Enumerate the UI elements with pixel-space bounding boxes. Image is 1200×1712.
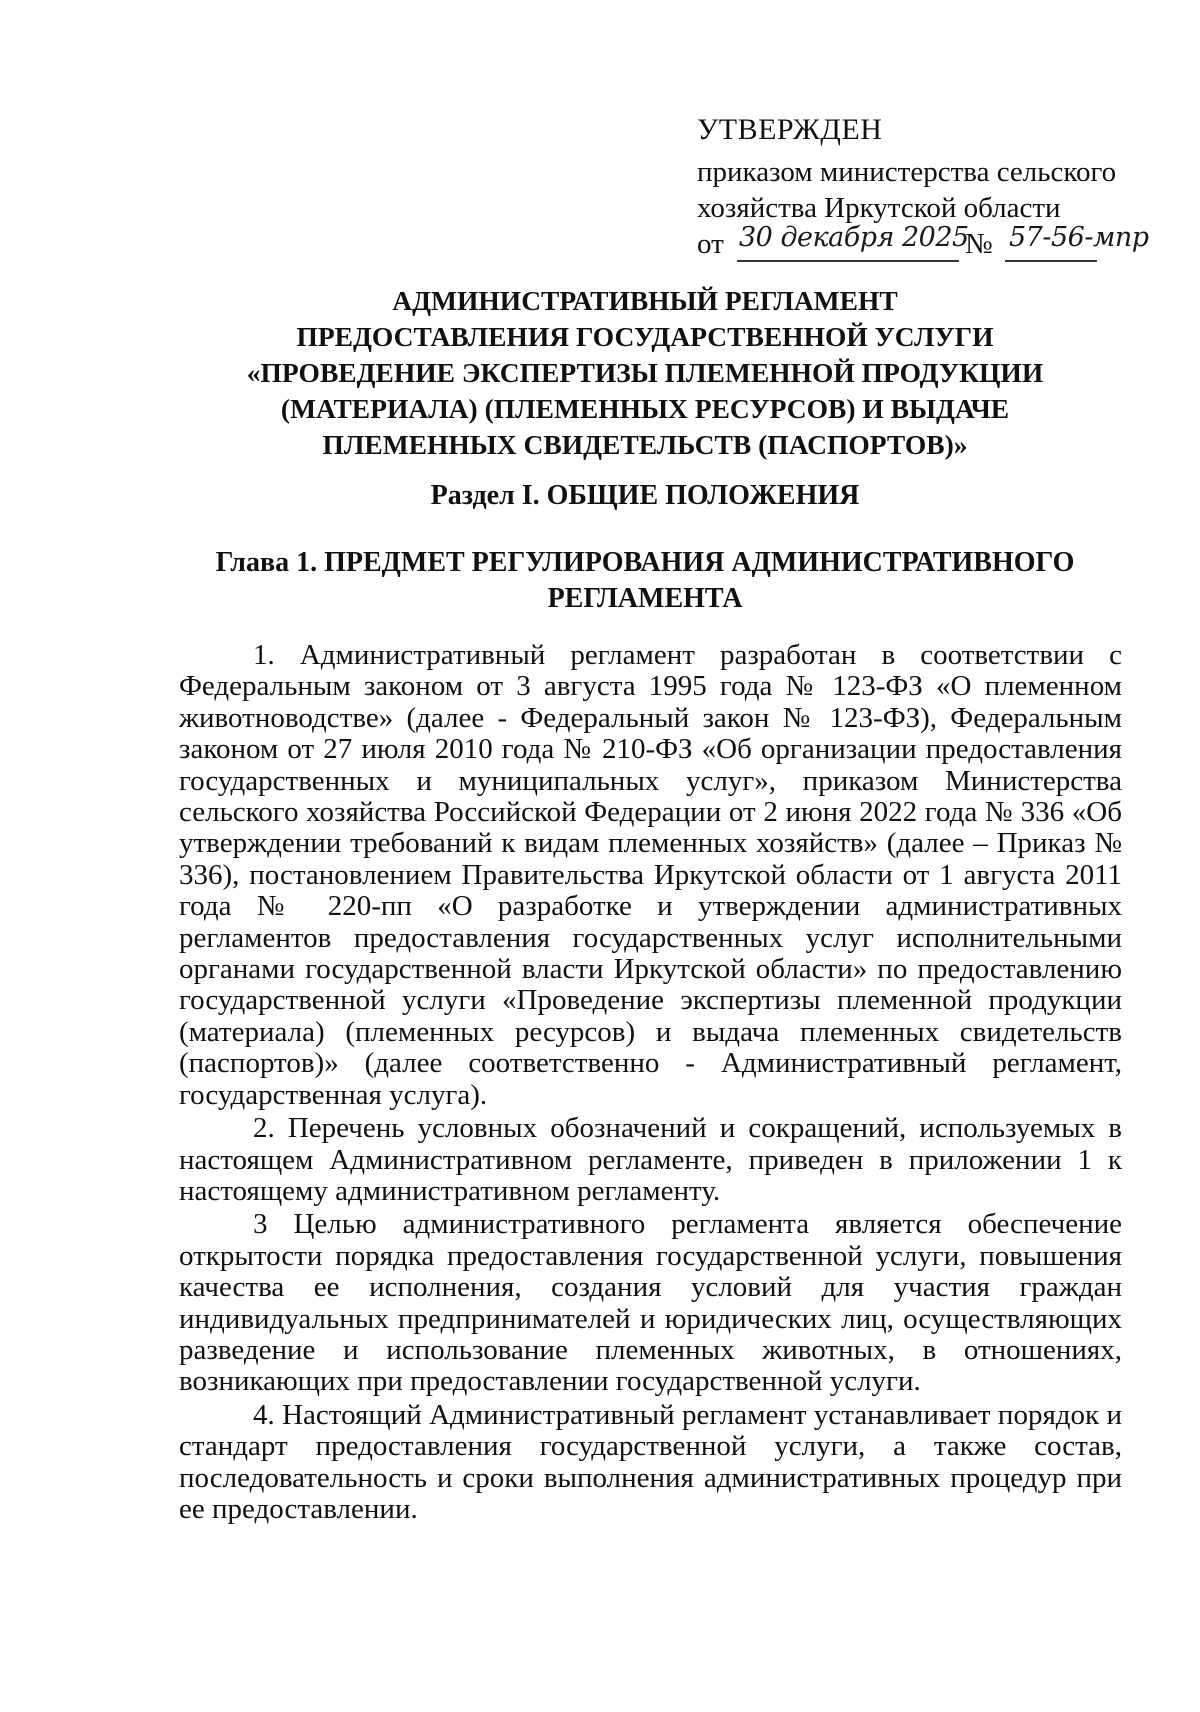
paragraph-2: 2. Перечень условных обозначений и сокращений, используемых в настоящем Административном регламенте, приведен в приложении 1 к настоящему административном регламенту. <box>179 1112 1122 1207</box>
approval-line-1: приказом министерства сельского <box>697 156 1117 188</box>
chapter-heading-line-1: Глава 1. ПРЕДМЕТ РЕГУЛИРОВАНИЯ АДМИНИСТРАТИВНОГО <box>215 547 1075 578</box>
paragraph-1: 1. Административный регламент разработан в соответствии с Федеральным законом от 3 августа 1995 года № 123-ФЗ «О племенном животноводстве» (далее - Федеральный закон № 123-ФЗ), Федеральным законом от 27 июля 2010 года № 210-ФЗ «Об организации предоставления государственных и муниципальных услуг», приказом Министерства сельского хозяйства Российской Федерации от 2 июня 2022 года № 336 «Об утверждении требований к видам племенных хозяйств» (далее – Приказ № 336), постановлением Правительства Иркутской области от 1 августа 2011 года № 220-пп «О разработке и утверждении административных регламентов предоставления государственных услуг исполнительными органами государственной власти Иркутской области» по предоставлению государственной услуги «Проведение экспертизы племенной продукции (материала) (племенных ресурсов) и выдача племенных свидетельств (паспортов)» (далее соответственно - Административный регламент, государственная услуга). <box>179 639 1122 1111</box>
from-label: от <box>697 228 724 260</box>
chapter-heading <box>170 545 1120 617</box>
document-body <box>179 640 1122 1527</box>
number-underline <box>1005 260 1097 262</box>
title-line-3: «ПРОВЕДЕНИЕ ЭКСПЕРТИЗЫ ПЛЕМЕННОЙ ПРОДУКЦИИ <box>246 357 1044 388</box>
document-title <box>170 283 1120 463</box>
chapter-heading-line-2: РЕГЛАМЕНТА <box>547 583 743 614</box>
date-underline <box>737 260 959 262</box>
paragraph-4: 4. Настоящий Административный регламент устанавливает порядок и стандарт предоставления государственной услуги, а также состав, последовательность и сроки выполнения административных процедур при ее предоставлении. <box>179 1398 1122 1525</box>
title-line-2: ПРЕДОСТАВЛЕНИЯ ГОСУДАРСТВЕННОЙ УСЛУГИ <box>296 321 994 352</box>
title-line-1: АДМИНИСТРАТИВНЫЙ РЕГЛАМЕНТ <box>392 285 898 316</box>
handwritten-date: 30 декабря 2025 <box>739 222 969 253</box>
section-heading: Раздел I. ОБЩИЕ ПОЛОЖЕНИЯ <box>430 480 860 511</box>
approval-line-2: хозяйства Иркутской области <box>697 192 1061 224</box>
paragraph-3: 3 Целью административного регламента является обеспечение открытости порядка предоставления государственной услуги, повышения качества ее исполнения, создания условий для участия граждан индивидуальных предпринимателей и юридических лиц, осуществляющих разведение и использование племенных животных, в отношениях, возникающих при предоставлении государственной услуги. <box>179 1208 1122 1398</box>
number-label: № <box>965 228 993 260</box>
handwritten-number: 57-56-мпр <box>1009 222 1149 253</box>
title-line-5: ПЛЕМЕННЫХ СВИДЕТЕЛЬСТВ (ПАСПОРТОВ)» <box>322 429 968 460</box>
approval-block <box>697 112 1177 266</box>
title-line-4: (МАТЕРИАЛА) (ПЛЕМЕННЫХ РЕСУРСОВ) И ВЫДАЧЕ <box>280 393 1010 424</box>
approval-heading: УТВЕРЖДЕН <box>697 113 883 146</box>
approval-date-number-line <box>697 222 1177 266</box>
